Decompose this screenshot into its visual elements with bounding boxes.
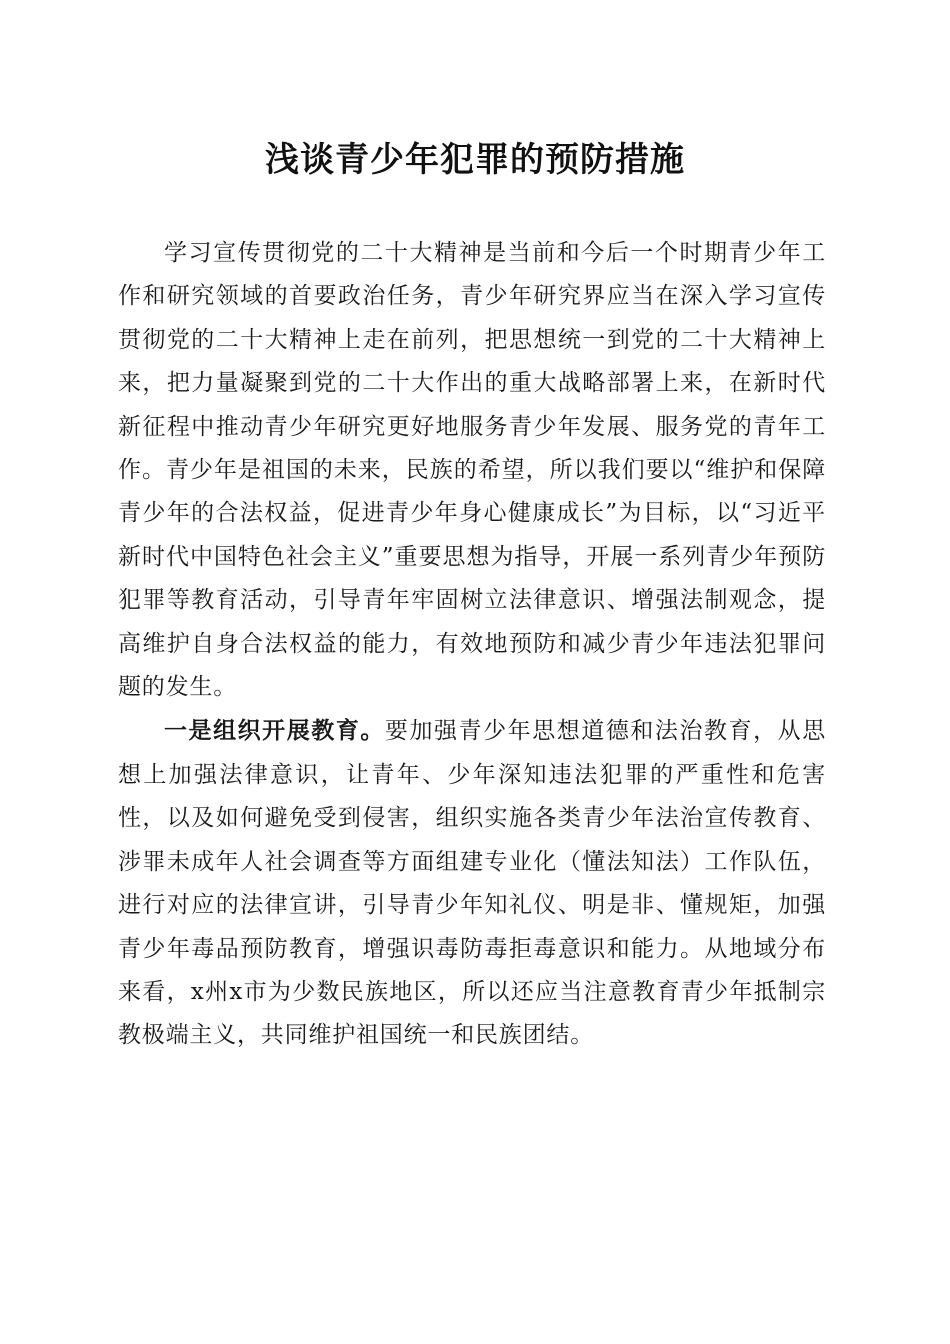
paragraph-lead: 一是组织开展教育。 [164,717,385,745]
paragraph-text: 学习宣传贯彻党的二十大精神是当前和今后一个时期青少年工作和研究领域的首要政治任务，青少年研究界应当在深入学习宣传贯彻党的二十大精神上走在前列，把思想统一到党的二十大精神上来，把力量凝聚到党的二十大作出的重大战略部署上来，在新时代新征程中推动青少年研究更好地服务青少年发展、服务党的青年工作。青少年是祖国的未来，民族的希望，所以我们要以“维护和保障青少年的合法权益，促进青少年身心健康成长”为目标，以“习近平新时代中国特色社会主义”重要思想为指导，开展一系列青少年预防犯罪等教育活动，引导青年牢固树立法律意识、增强法制观念，提高维护自身合法权益的能力，有效地预防和减少青少年违法犯罪问题的发生。 [118,240,826,701]
document-title: 浅谈青少年犯罪的预防措施 [265,140,685,180]
paragraph-education [118,709,826,1057]
paragraph-text: 要加强青少年思想道德和法治教育，从思想上加强法律意识，让青年、少年深知违法犯罪的严重性和危害性，以及如何避免受到侵害，组织实施各类青少年法治宣传教育、涉罪未成年人社会调查等方面组建专业化（懂法知法）工作队伍，进行对应的法律宣讲，引导青少年知礼仪、明是非、懂规矩，加强青少年毒品预防教育，增强识毒防毒拒毒意识和能力。从地域分布来看，x州x市为少数民族地区，所以还应当注意教育青少年抵制宗教极端主义，共同维护祖国统一和民族团结。 [118,718,827,1049]
document-body [118,232,826,1058]
paragraph-intro [118,232,826,709]
